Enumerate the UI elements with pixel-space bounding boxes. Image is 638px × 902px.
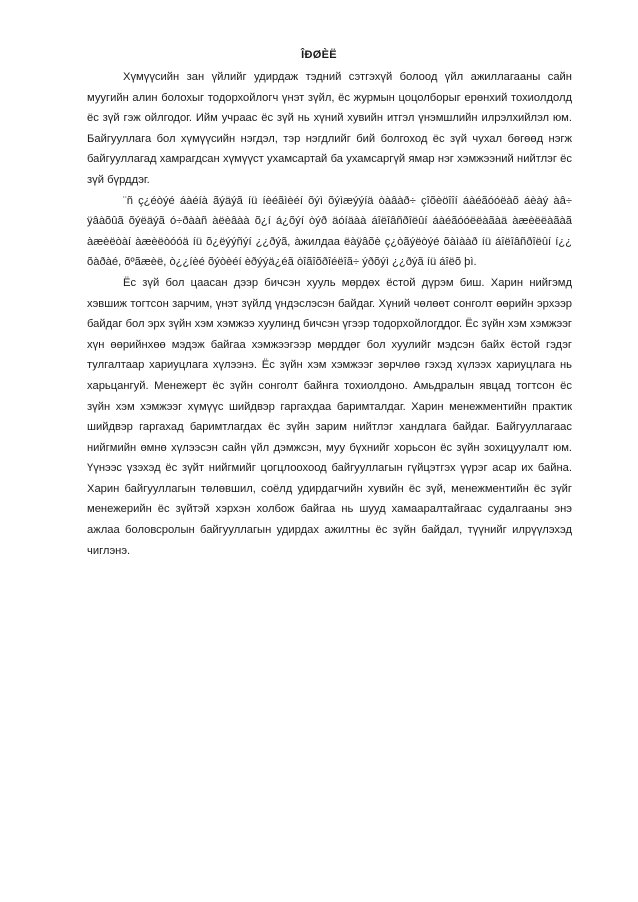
page-title: ÎÐØÈË: [301, 49, 337, 61]
paragraph-3: Ёс зүй бол цаасан дээр бичсэн хууль мөрдөх ёстой дүрэм биш. Харин нийгэмд хэвшиж тогтсон зарчим, үнэт зүйлд үндэслэсэн байдаг. Хүний чөлөөт сонголт өөрийн эрхээр байдаг бол эрх зүйн хэм хэмжээ хуулинд бичсэн үгээр тодорхойлогддог. Ёс зүйн хэм хэмжээг хүн өөрийнхөө мэдэж байгаа хэмжээгээр мөрддөг бол хуулийг мэдсэн байх ёстой гэдэг тулгалтаар хариуцлага хүлээнэ. Ёс зүйн хэм хэмжээг зөрчлөө гэхэд хүлээх хариуцлага нь харьцангуй. Менежерт ёс зүйн сонголт байнга тохиолдоно. Амьдралын явцад тогтсон ёс зүйн хэм хэмжээг хүмүүс шийдвэр гаргахдаа баримталдаг. Харин менежментийн практик шийдвэр гаргахад баримтлагдах ёс зүйн зарим нийтлэг хандлага байдаг. Байгууллагаас нийгмийн өмнө хүлээсэн сайн үйл дэмжсэн, муу бүхнийг хорьсон ёс зүйн зохицуулалт юм. Үүнээс үзэхэд ёс зүйт нийгмийг цогцлоохоод байгууллагын гүйцэтгэх үүрэг асар их байна. Харин байгууллагын төлөвшил, соёлд удирдагчийн хувийн ёс зүй, менежментийн ёс зүйг менежерийн ёс зүйтэй хэрхэн холбож байгаа нь шууд хамааралтайгаас судалгааны энэ ажлаа боловсролын байгууллагын удирдах ажилтны ёс зүйн байдал, түүнийг илрүүлэхэд чиглэнэ.: [87, 276, 572, 557]
paragraph-1: Хүмүүсийн зан үйлийг удирдаж тэдний сэтгэхүй болоод үйл ажиллагааны сайн муугийн алин болохыг тодорхойлогч үнэт зүйл, ёс журмын цоцолборыг ерөнхий тохиолдолд ёс зүй гэж ойлгодог. Ийм учраас ёс зүй нь хүний хувийн итгэл үнэмшлийн илрэлхийлэл юм. Байгууллага бол хүмүүсийн нэгдэл, тэр нэгдлийг бий болгоход ёс зүй чухал бөгөөд нэгж байгууллагад хамрагдсан хүмүүст ухамсартай ба ухамсаргүй ямар нэг хэмжээний нийтлэг ёс зүй бүрддэг.: [87, 71, 572, 186]
document-body: [87, 67, 572, 561]
paragraph-2: ¨ñ ç¿éòýé áàéíà ãýäýã íü íèéãìèéí õýì õýìæýýíä òàâàð÷ çîõèöîîí áàéãóóëàõ áèàý àâ÷ ÿâàõûã õýëäýã ó÷ðààñ àëèâàà õ¿í á¿õýí òýð äóíäàà áîëîâñðîëûí áàéãóóëëàãàä àæèëëàãàã àæèëòàí àæèëòóóä íü õ¿ëýýñýí ¿¿ðýã, àжилдаа ëàÿâõè ç¿òãýëòýé õàìààð íü áîëîâñðîëûí í¿¿ õàðàé, õºãæèë, ò¿¿íèé õýòèéí èðýýä¿éã òîãîõðîéëîã÷ ýðõýì ¿¿ðýã íü áîëõ þì.: [87, 194, 572, 269]
